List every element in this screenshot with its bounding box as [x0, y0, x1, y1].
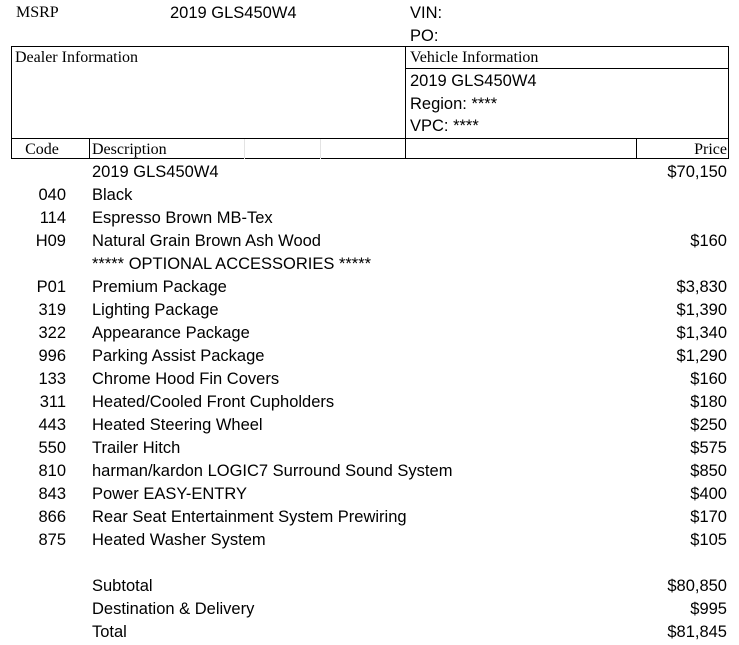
vehicle-title-rule [405, 68, 729, 69]
code-col-divider [89, 138, 90, 159]
item-code: 843 [38, 485, 66, 503]
item-price: $180 [690, 393, 727, 411]
total-label: Subtotal [92, 577, 153, 595]
item-code: 040 [38, 186, 66, 204]
item-price: $575 [690, 439, 727, 457]
description-column-header: Description [92, 141, 167, 158]
item-description: Heated Steering Wheel [92, 416, 263, 434]
item-description: ***** OPTIONAL ACCESSORIES ***** [92, 255, 372, 273]
faint-divider [320, 139, 321, 159]
item-description: Premium Package [92, 278, 227, 296]
item-description: 2019 GLS450W4 [92, 163, 219, 181]
item-code: H09 [35, 232, 66, 250]
item-code: 319 [38, 301, 66, 319]
item-price: $250 [690, 416, 727, 434]
item-price: $3,830 [676, 278, 727, 296]
item-price: $160 [690, 232, 727, 250]
item-price: $160 [690, 370, 727, 388]
item-description: Heated/Cooled Front Cupholders [92, 393, 335, 411]
item-description: Parking Assist Package [92, 347, 265, 365]
item-code: P01 [36, 278, 66, 296]
item-code: 875 [38, 531, 66, 549]
total-value: $995 [690, 600, 727, 618]
item-description: Power EASY-ENTRY [92, 485, 247, 503]
vehicle-region: Region: **** [410, 95, 498, 113]
total-value: $80,850 [667, 577, 727, 595]
model-name: 2019 GLS450W4 [170, 4, 297, 22]
item-description: harman/kardon LOGIC7 Surround Sound System [92, 462, 453, 480]
item-code: 311 [39, 393, 66, 411]
item-description: Natural Grain Brown Ash Wood [92, 232, 321, 250]
item-code: 550 [38, 439, 66, 457]
vin-label: VIN: [410, 4, 443, 22]
price-column-header: Price [694, 141, 727, 158]
vehicle-info-title: Vehicle Information [410, 49, 539, 66]
item-code: 133 [38, 370, 66, 388]
info-box [11, 46, 729, 159]
item-price: $1,390 [676, 301, 727, 319]
box-divider [405, 47, 406, 159]
item-price: $400 [690, 485, 727, 503]
po-label: PO: [410, 27, 439, 45]
faint-divider [244, 139, 245, 159]
item-description: Lighting Package [92, 301, 219, 319]
vehicle-vpc: VPC: **** [410, 117, 479, 135]
total-value: $81,845 [667, 623, 727, 641]
item-description: Appearance Package [92, 324, 250, 342]
item-code: 810 [38, 462, 66, 480]
item-description: Chrome Hood Fin Covers [92, 370, 280, 388]
item-code: 443 [38, 416, 66, 434]
item-price: $1,290 [676, 347, 727, 365]
item-description: Espresso Brown MB-Tex [92, 209, 273, 227]
item-description: Heated Washer System [92, 531, 266, 549]
total-label: Total [92, 623, 127, 641]
dealer-info-title: Dealer Information [15, 49, 139, 66]
item-price: $170 [690, 508, 727, 526]
item-price: $1,340 [676, 324, 727, 342]
msrp-label: MSRP [16, 4, 59, 21]
item-code: 996 [38, 347, 66, 365]
column-header-rule [12, 138, 729, 139]
item-code: 866 [38, 508, 66, 526]
vehicle-model: 2019 GLS450W4 [410, 72, 537, 90]
item-code: 322 [38, 324, 66, 342]
item-code: 114 [39, 209, 66, 227]
item-price: $70,150 [667, 163, 727, 181]
item-description: Rear Seat Entertainment System Prewiring [92, 508, 407, 526]
total-label: Destination & Delivery [92, 600, 255, 618]
item-description: Trailer Hitch [92, 439, 181, 457]
item-price: $850 [690, 462, 727, 480]
item-price: $105 [690, 531, 727, 549]
item-description: Black [92, 186, 133, 204]
code-column-header: Code [25, 141, 59, 158]
